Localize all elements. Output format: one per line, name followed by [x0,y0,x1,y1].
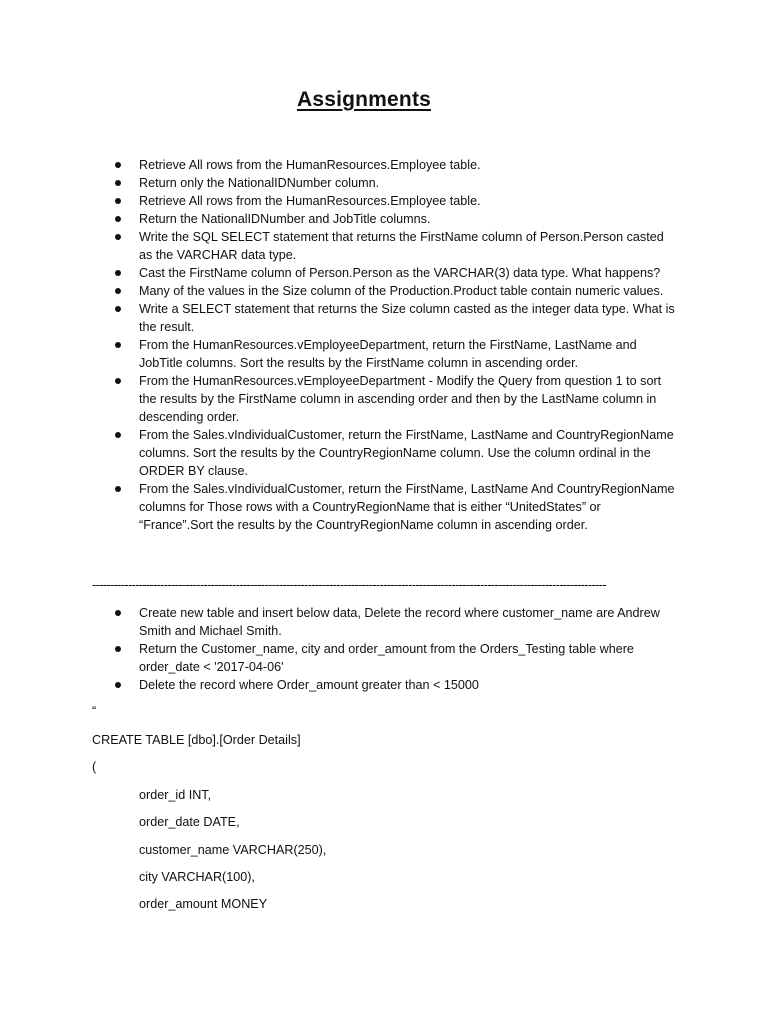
list-item: From the Sales.vIndividualCustomer, return the FirstName, LastName And CountryRegionName columns for Those rows with a CountryRegionName that is either “UnitedStates” or “France”.Sort the results by the CountryRegionName column in ascending order. [112,480,678,534]
column-definition: city VARCHAR(100), [139,870,255,884]
create-table-statement: CREATE TABLE [dbo].[Order Details] [92,733,301,747]
list-item: Write a SELECT statement that returns the Size column casted as the integer data type. What is the result. [112,300,678,336]
column-definition: order_date DATE, [139,815,240,829]
list-item: Many of the values in the Size column of the Production.Product table contain numeric values. [112,282,678,300]
list-item: Return the Customer_name, city and order_amount from the Orders_Testing table where order_date < '2017-04-06' [112,640,678,676]
open-paren: ( [92,760,97,774]
list-item: From the Sales.vIndividualCustomer, return the FirstName, LastName and CountryRegionName columns. Sort the results by the CountryRegionName column. Use the column ordinal in the ORDER BY clause. [112,426,678,480]
list-item: Return the NationalIDNumber and JobTitle columns. [112,210,678,228]
assignment-list-sql [112,156,678,534]
list-item: Delete the record where Order_amount greater than < 15000 [112,676,678,694]
list-item: Retrieve All rows from the HumanResources.Employee table. [112,156,678,174]
list-item: Cast the FirstName column of Person.Person as the VARCHAR(3) data type. What happens? [112,264,678,282]
list-item: Write the SQL SELECT statement that returns the FirstName column of Person.Person casted as the VARCHAR data type. [112,228,678,264]
list-item: From the HumanResources.vEmployeeDepartment - Modify the Query from question 1 to sort the results by the FirstName column in ascending order and then by the LastName column in descending order. [112,372,678,426]
open-quote: “ [92,704,97,718]
list-item: Create new table and insert below data, Delete the record where customer_name are Andrew Smith and Michael Smith. [112,604,678,640]
list-item: Retrieve All rows from the HumanResources.Employee table. [112,192,678,210]
list-item: From the HumanResources.vEmployeeDepartment, return the FirstName, LastName and JobTitle columns. Sort the results by the FirstName column in ascending order. [112,336,678,372]
column-definition: customer_name VARCHAR(250), [139,843,327,857]
assignment-list-orders [112,604,678,694]
dashed-divider: ----------------------------------------------------------------------------------------------------------------------------------------------- [92,578,606,592]
column-definition: order_id INT, [139,788,212,802]
column-definition: order_amount MONEY [139,897,268,911]
list-item: Return only the NationalIDNumber column. [112,174,678,192]
page-title: Assignments [296,88,432,111]
